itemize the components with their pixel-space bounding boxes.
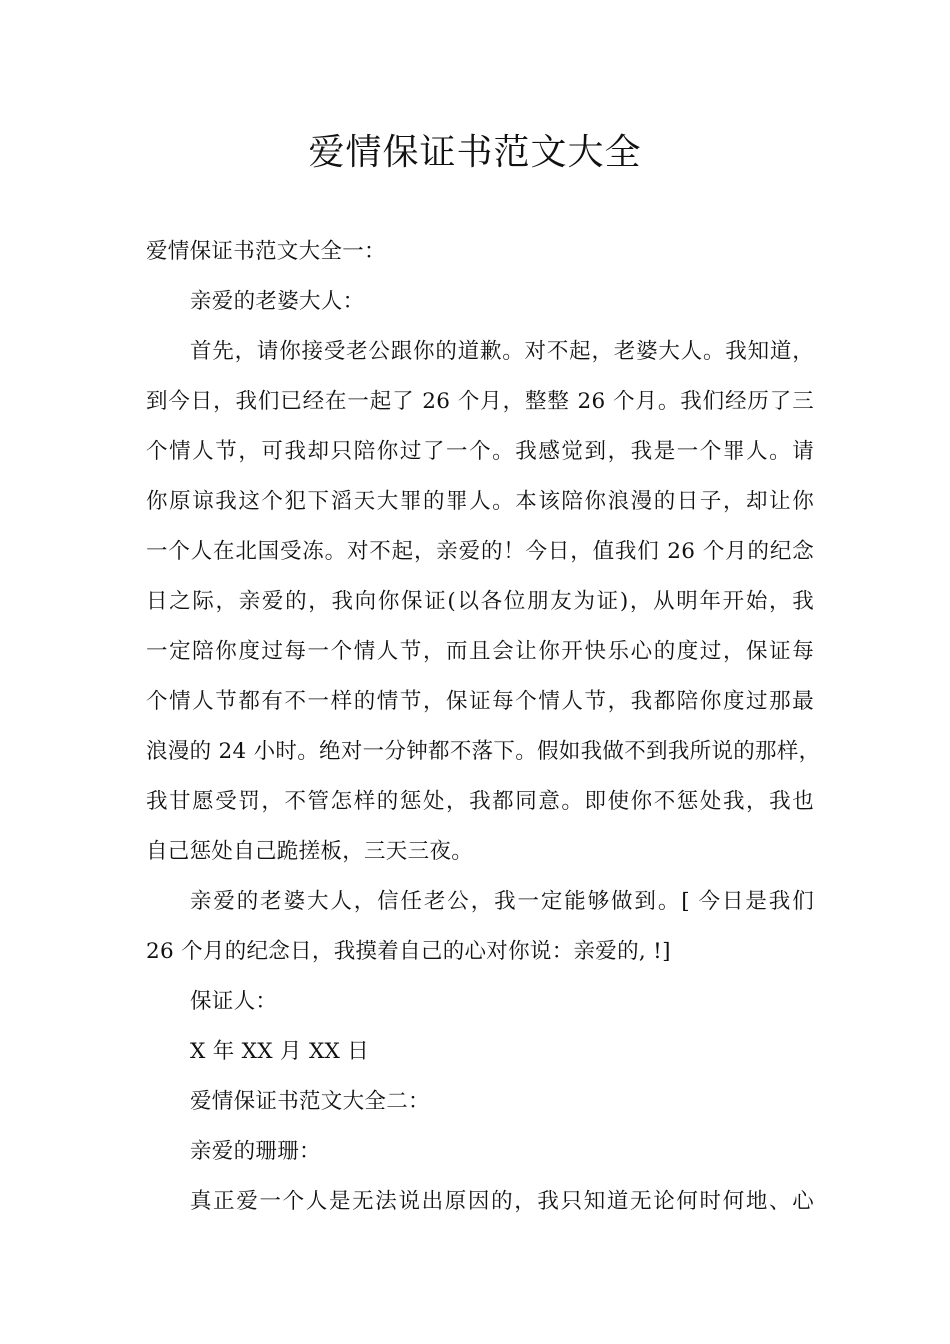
paragraph-line: 浪漫的 24 小时。绝对一分钟都不落下。假如我做不到我所说的那样， — [146, 739, 821, 764]
date-line: X 年 XX 月 XX 日 — [190, 1039, 370, 1064]
section-heading: 爱情保证书范文大全二： — [190, 1089, 430, 1114]
paragraph-line: 你原谅我这个犯下滔天大罪的罪人。本该陪你浪漫的日子，却让你 — [146, 489, 814, 514]
paragraph-line: 26 个月的纪念日，我摸着自己的心对你说：亲爱的, !] — [146, 939, 671, 964]
paragraph-line: 个情人节都有不一样的情节，保证每个情人节，我都陪你度过那最 — [146, 689, 814, 714]
paragraph-line: 一个人在北国受冻。对不起，亲爱的！今日，值我们 26 个月的纪念 — [146, 539, 814, 564]
paragraph-line: 到今日，我们已经在一起了 26 个月，整整 26 个月。我们经历了三 — [146, 389, 814, 414]
signature-label: 保证人： — [190, 989, 278, 1014]
paragraph-line: 亲爱的老婆大人，信任老公，我一定能够做到。[ 今日是我们 — [190, 889, 814, 914]
salutation: 亲爱的老婆大人： — [190, 289, 365, 314]
salutation: 亲爱的珊珊： — [190, 1139, 321, 1164]
paragraph-line: 一定陪你度过每一个情人节，而且会让你开快乐心的度过，保证每 — [146, 639, 814, 664]
document-title: 爱情保证书范文大全 — [308, 132, 642, 173]
section-heading: 爱情保证书范文大全一： — [146, 239, 386, 264]
document-body — [146, 227, 821, 1227]
paragraph-line: 我甘愿受罚，不管怎样的惩处，我都同意。即使你不惩处我，我也 — [146, 789, 814, 814]
paragraph-line: 自己惩处自己跪搓板，三天三夜。 — [146, 839, 474, 864]
paragraph-line: 真正爱一个人是无法说出原因的，我只知道无论何时何地、心 — [190, 1189, 814, 1214]
paragraph-line: 日之际，亲爱的，我向你保证(以各位朋友为证)，从明年开始，我 — [146, 589, 814, 614]
paragraph-line: 首先，请你接受老公跟你的道歉。对不起，老婆大人。我知道， — [190, 339, 814, 364]
paragraph-line: 个情人节，可我却只陪你过了一个。我感觉到，我是一个罪人。请 — [146, 439, 814, 464]
